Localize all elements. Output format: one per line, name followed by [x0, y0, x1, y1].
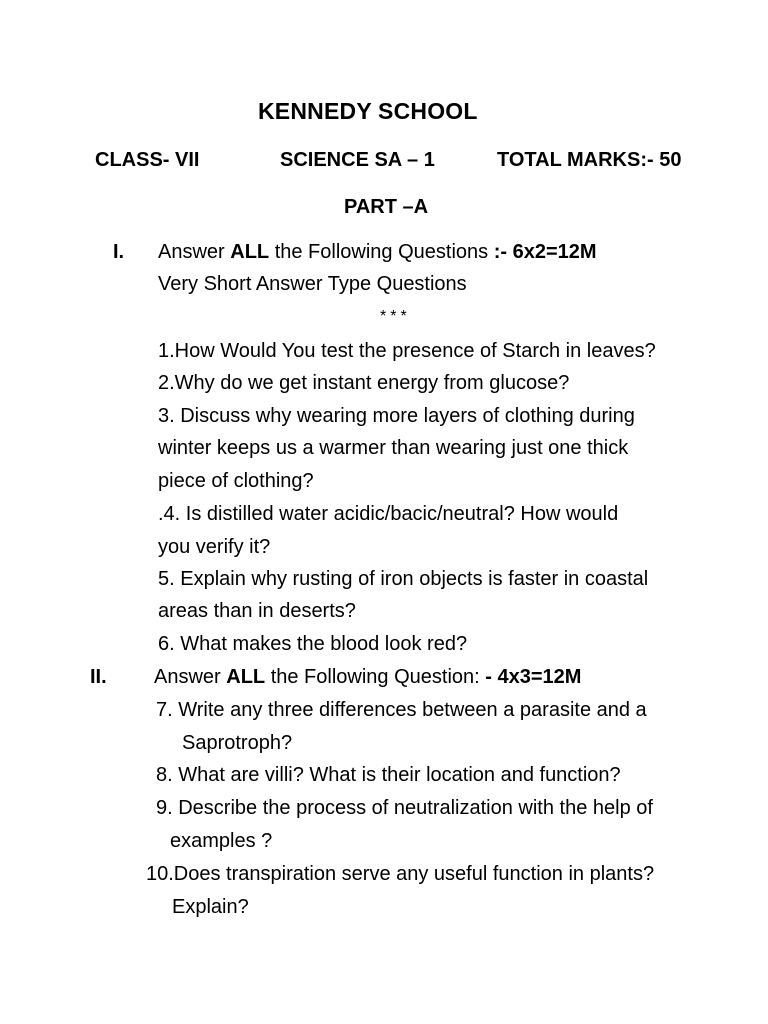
- question-line: piece of clothing?: [158, 470, 314, 492]
- question-line: Explain?: [172, 896, 249, 918]
- section1-numeral: I.: [113, 241, 125, 263]
- question-line: .4. Is distilled water acidic/bacic/neutral? How would: [158, 503, 619, 525]
- subject-label: SCIENCE SA – 1: [280, 149, 435, 171]
- question-line: 3. Discuss why wearing more layers of clothing during: [158, 405, 635, 427]
- question-line: winter keeps us a warmer than wearing just one thick: [158, 437, 629, 459]
- question-line: 5. Explain why rusting of iron objects is faster in coastal: [158, 568, 649, 590]
- question-line: 8. What are villi? What is their location and function?: [156, 764, 621, 786]
- question-line: 6. What makes the blood look red?: [158, 633, 468, 655]
- section1-instruction: Answer ALL the Following Questions :- 6x2=12M: [158, 241, 597, 263]
- section1-marks: :- 6x2=12M: [493, 241, 597, 263]
- total-marks-label: TOTAL MARKS:- 50: [497, 149, 682, 171]
- question-line: Saprotroph?: [182, 732, 293, 754]
- section1-subtitle: Very Short Answer Type Questions: [158, 273, 467, 295]
- question-line: 10.Does transpiration serve any useful function in plants?: [146, 863, 655, 885]
- question-line: 1.How Would You test the presence of Starch in leaves?: [158, 340, 656, 362]
- question-line: 2.Why do we get instant energy from glucose?: [158, 372, 570, 394]
- question-line: you verify it?: [158, 536, 271, 558]
- question-line: examples ?: [170, 830, 273, 852]
- question-line: areas than in deserts?: [158, 600, 356, 622]
- question-line: 9. Describe the process of neutralization with the help of: [156, 797, 653, 819]
- part-heading: PART –A: [344, 196, 429, 218]
- section2-instruction: Answer ALL the Following Question: - 4x3=12M: [154, 666, 582, 688]
- class-label: CLASS- VII: [95, 149, 200, 171]
- section2-marks: - 4x3=12M: [485, 666, 582, 688]
- separator-stars: ***: [380, 308, 411, 325]
- section2-numeral: II.: [90, 666, 107, 688]
- school-name: KENNEDY SCHOOL: [258, 98, 478, 124]
- question-line: 7. Write any three differences between a parasite and a: [156, 699, 647, 721]
